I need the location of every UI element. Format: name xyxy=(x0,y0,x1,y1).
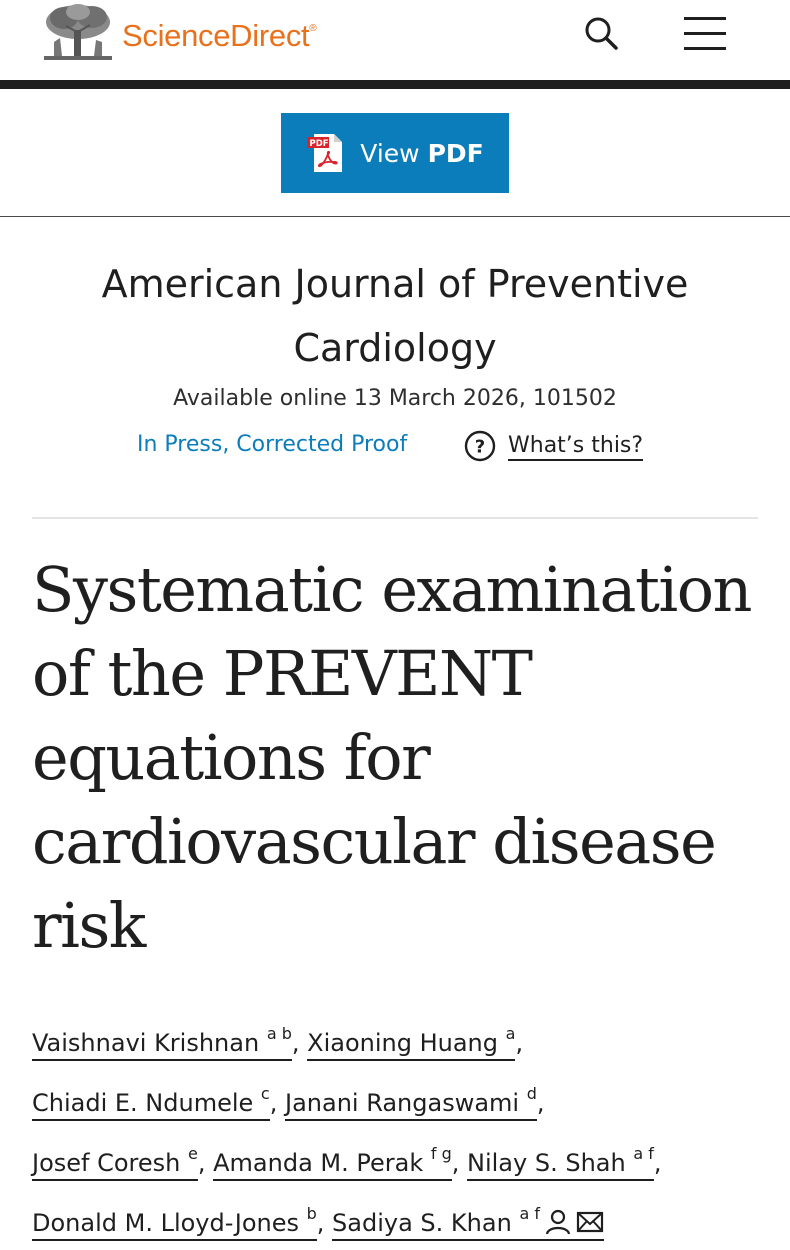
svg-text:?: ? xyxy=(474,436,486,458)
view-pdf-label: View PDF xyxy=(360,138,484,168)
article-title xyxy=(32,548,772,968)
pdf-bar-divider xyxy=(0,216,790,217)
corresponding-author-link[interactable]: Sadiya S. Khan $^{a f}$ xyxy=(332,1209,604,1241)
search-icon[interactable] xyxy=(580,12,622,54)
author-list: Vaishnavi Krishnan $^{a b}$, Xiaoning Huang $^a$, Chiadi E. Ndumele $^c$, Janani Rangaswami $^d$, Josef Coresh $^e$, Amanda M. Perak $^{f g}$, Nilay S. Shah $^{a f}$, Donald M. Lloyd-Jones $^b$, Sadiya S. Khan $^{a f}$ xyxy=(32,1010,772,1250)
person-icon xyxy=(544,1209,572,1235)
hamburger-menu-icon[interactable] xyxy=(680,12,730,54)
journal-name-line-1: American Journal of Preventive xyxy=(101,262,689,306)
view-pdf-button[interactable] xyxy=(281,113,509,193)
journal-title-link[interactable] xyxy=(30,252,760,380)
author-link[interactable]: Janani Rangaswami $^d$ xyxy=(285,1089,537,1121)
title-line: risk xyxy=(32,889,145,962)
brand-name[interactable]: ScienceDirect® xyxy=(122,18,317,53)
title-line: of the PREVENT xyxy=(32,637,532,710)
elsevier-tree-logo-icon[interactable] xyxy=(40,2,116,64)
pdf-file-icon xyxy=(306,132,346,174)
title-line: Systematic examination xyxy=(32,553,751,626)
author-link[interactable]: Chiadi E. Ndumele $^c$ xyxy=(32,1089,270,1121)
in-press-status: In Press, Corrected Proof xyxy=(137,432,408,457)
whats-this-link[interactable]: What’s this? xyxy=(508,432,643,461)
author-link[interactable]: Vaishnavi Krishnan $^{a b}$ xyxy=(32,1029,292,1061)
registered-mark: ® xyxy=(309,22,317,34)
author-link[interactable]: Donald M. Lloyd-Jones $^b$ xyxy=(32,1209,317,1241)
title-line: cardiovascular disease xyxy=(32,805,716,878)
availability-text: Available online 13 March 2026, 101502 xyxy=(173,386,617,411)
title-line: equations for xyxy=(32,721,430,794)
svg-text:PDF: PDF xyxy=(309,139,329,149)
site-header xyxy=(0,0,790,80)
journal-name-line-2: Cardiology xyxy=(293,326,497,370)
author-link[interactable]: Nilay S. Shah $^{a f}$ xyxy=(467,1149,654,1181)
email-envelope-icon xyxy=(576,1209,604,1235)
author-link[interactable]: Josef Coresh $^e$ xyxy=(32,1149,198,1181)
author-link[interactable]: Amanda M. Perak $^{f g}$ xyxy=(213,1149,452,1181)
article-status-row xyxy=(0,428,790,464)
author-link[interactable]: Xiaoning Huang $^a$ xyxy=(307,1029,515,1061)
question-mark-icon[interactable] xyxy=(464,430,496,462)
section-divider xyxy=(32,517,758,519)
header-divider xyxy=(0,80,790,89)
